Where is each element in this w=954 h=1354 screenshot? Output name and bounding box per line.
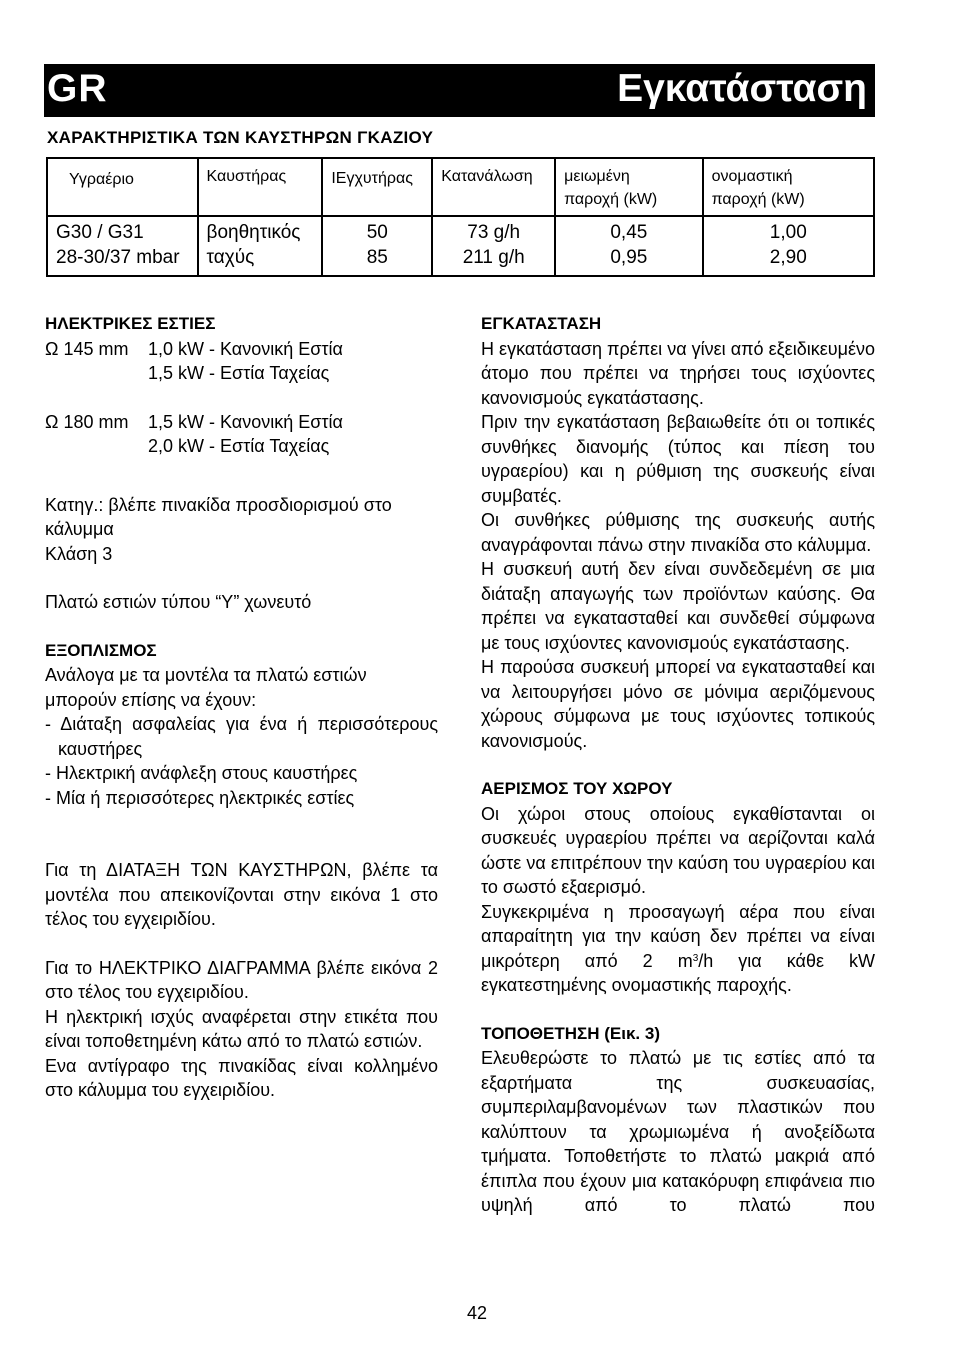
- class-text: Κλάση 3: [45, 543, 113, 564]
- install-paragraph: Η εγκατάσταση πρέπει να γίνει από εξειδικευμένο άτομο που πρέπει να τηρήσει τους ισχύοντες κανονισμούς εγκατάστασης.: [481, 338, 875, 408]
- header-consumption: Κατανάλωση: [432, 158, 555, 216]
- table-row: [47, 216, 874, 276]
- plate-145-line: [45, 337, 438, 362]
- install-paragraph: Η συσκευή αυτή δεν είναι συνδεδεμένη σε μια διάταξη απαγωγής των προϊόντων καύσης. Θα πρέπει να εγκατασταθεί και συνδεθεί σύμφωνα με τους ισχύοντες κανονισμούς εγκατάστασης.: [481, 559, 875, 653]
- electric-diagram-text: Για το ΗΛΕΚΤΡΙΚΟ ΔΙΑΓΡΑΜΜΑ βλέπε εικόνα 2 στο τέλος του εγχειριδίου.: [45, 957, 438, 1002]
- equipment-intro: Ανάλογα με τα μοντέλα τα πλατώ εστιών μπορούν επίσης να έχουν:: [45, 665, 367, 710]
- burner-layout-text: Για τη ΔΙΑΤΑΞΗ ΤΩΝ ΚΑΥΣΤΗΡΩΝ, βλέπε τα μοντέλα που απεικονίζονται στην εικόνα 1 στο τέλος του εγχειριδίου.: [45, 860, 438, 929]
- electric-heading: ΗΛΕΚΤΡΙΚΕΣ ΕΣΤΙΕΣ: [45, 314, 216, 333]
- equipment-heading: ΕΞΟΠΛΙΣΜΟΣ: [45, 640, 157, 660]
- header-gas: Υγραέριο: [47, 158, 198, 216]
- gas-burner-table: [46, 157, 875, 277]
- hob-type-text: Πλατώ εστιών τύπου “Y” χωνευτό: [45, 592, 312, 612]
- electric-power-text: Η ηλεκτρική ισχύς αναφέρεται στην ετικέτα που είναι τοποθετημένη κάτω από το πλατώ εστιών.: [45, 1006, 438, 1051]
- install-paragraph: Πριν την εγκατάσταση βεβαιωθείτε ότι οι τοπικές συνθήκες διανομής (τύπος και πίεση του υγραερίου) και η ρύθμιση της συσκευής είναι συμβατές.: [481, 412, 875, 506]
- cell-reduced-rate: 0,45 0,95: [555, 216, 702, 276]
- table-header-row: [47, 158, 874, 216]
- ventilation-paragraph: Οι χώροι στους οποίους εγκαθίστανται οι συσκευές υγραερίου πρέπει να αερίζονται καλά ώστε να επιτρέπουν την καύση του υγραερίου και το σωστό εξαερισμό.: [481, 803, 875, 897]
- plate-180-label: Ω 180 mm: [45, 411, 129, 432]
- list-item: - Ηλεκτρική ανάφλεξη στους καυστήρες: [45, 763, 358, 783]
- header-reduced-rate: μειωμένη παροχή (kW): [555, 158, 702, 216]
- cell-consumption: 73 g/h 211 g/h: [432, 216, 555, 276]
- page-header: [44, 64, 875, 117]
- header-burner: Καυστήρας: [198, 158, 323, 216]
- plate-145-spec-1: 1,0 kW - Κανονική Εστία: [148, 338, 343, 359]
- language-code: GR: [47, 67, 108, 110]
- table-title: ΧΑΡΑΚΤΗΡΙΣΤΙΚΑ ΤΩΝ ΚΑΥΣΤΗΡΩΝ ΓΚΑΖΙΟΥ: [47, 128, 434, 147]
- header-injector: ΙΕγχυτήρας: [322, 158, 432, 216]
- ventilation-paragraph: Συγκεκριμένα η προσαγωγή αέρα που είναι απαραίτητη για την καύση δεν πρέπει να είναι μικρότερη από 2 $m^3/h$ για κάθε kW εγκατεστημένης ονομαστικής παροχής.: [481, 901, 875, 995]
- install-heading: ΕΓΚΑΤΑΣΤΑΣΗ: [481, 314, 602, 333]
- plate-145-spec-2: 1,5 kW - Εστία Ταχείας: [148, 363, 330, 383]
- ventilation-heading: ΑΕΡΙΣΜΟΣ ΤΟΥ ΧΩΡΟΥ: [481, 779, 673, 798]
- page-title: Εγκατάσταση: [617, 67, 867, 110]
- cell-nominal-rate: 1,00 2,90: [703, 216, 874, 276]
- list-item: - Μία ή περισσότερες ηλεκτρικές εστίες: [45, 787, 355, 808]
- placement-paragraph: Ελευθερώστε το πλατώ με τις εστίες από τα εξαρτήματα της συσκευασίας, συμπεριλαμβανομένων των πλαστικών που καλύπτουν τα χρωμιωμένα ή ανοξείδωτα τμήματα. Τοποθετήστε το πλατώ μακριά από έπιπλα που έχουν μια κατακόρυφη επιφάνεια πιο υψηλή από το πλατώ που: [481, 1048, 875, 1215]
- cell-burner: βοηθητικός ταχύς: [198, 216, 323, 276]
- left-column: [45, 312, 438, 1103]
- plate-180-spec-2: 2,0 kW - Εστία Ταχείας: [148, 436, 330, 456]
- header-nominal-rate: ονομαστική παροχή (kW): [703, 158, 874, 216]
- plate-180-spec-1: 1,5 kW - Κανονική Εστία: [148, 411, 343, 432]
- list-item: - Διάταξη ασφαλείας για ένα ή περισσότερους καυστήρες: [45, 714, 438, 759]
- plate-180-line: [45, 410, 438, 435]
- install-paragraph: Οι συνθήκες ρύθμισης της συσκευής αυτής αναγράφονται πάνω στην πινακίδα στο κάλυμμα.: [481, 510, 875, 555]
- cell-injector: 50 85: [322, 216, 432, 276]
- right-column: [481, 312, 875, 1218]
- plate-145-label: Ω 145 mm: [45, 338, 129, 359]
- page-number: 42: [466, 1303, 488, 1323]
- install-paragraph: Η παρούσα συσκευή μπορεί να εγκατασταθεί και να λειτουργήσει μόνο σε μόνιμα αεριζόμενους χώρους σύμφωνα με τους ισχύοντες τοπικούς κανονισμούς.: [481, 657, 875, 751]
- plate-copy-text: Ενα αντίγραφο της πινακίδας είναι κολλημένο στο κάλυμμα του εγχειριδίου.: [45, 1055, 438, 1100]
- placement-heading: ΤΟΠΟΘΕΤΗΣΗ (Εικ. 3): [481, 1023, 660, 1043]
- category-text: Κατηγ.: βλέπε πινακίδα προσδιορισμού στο κάλυμμα: [45, 494, 392, 539]
- cell-gas: G30 / G31 28-30/37 mbar: [47, 216, 198, 276]
